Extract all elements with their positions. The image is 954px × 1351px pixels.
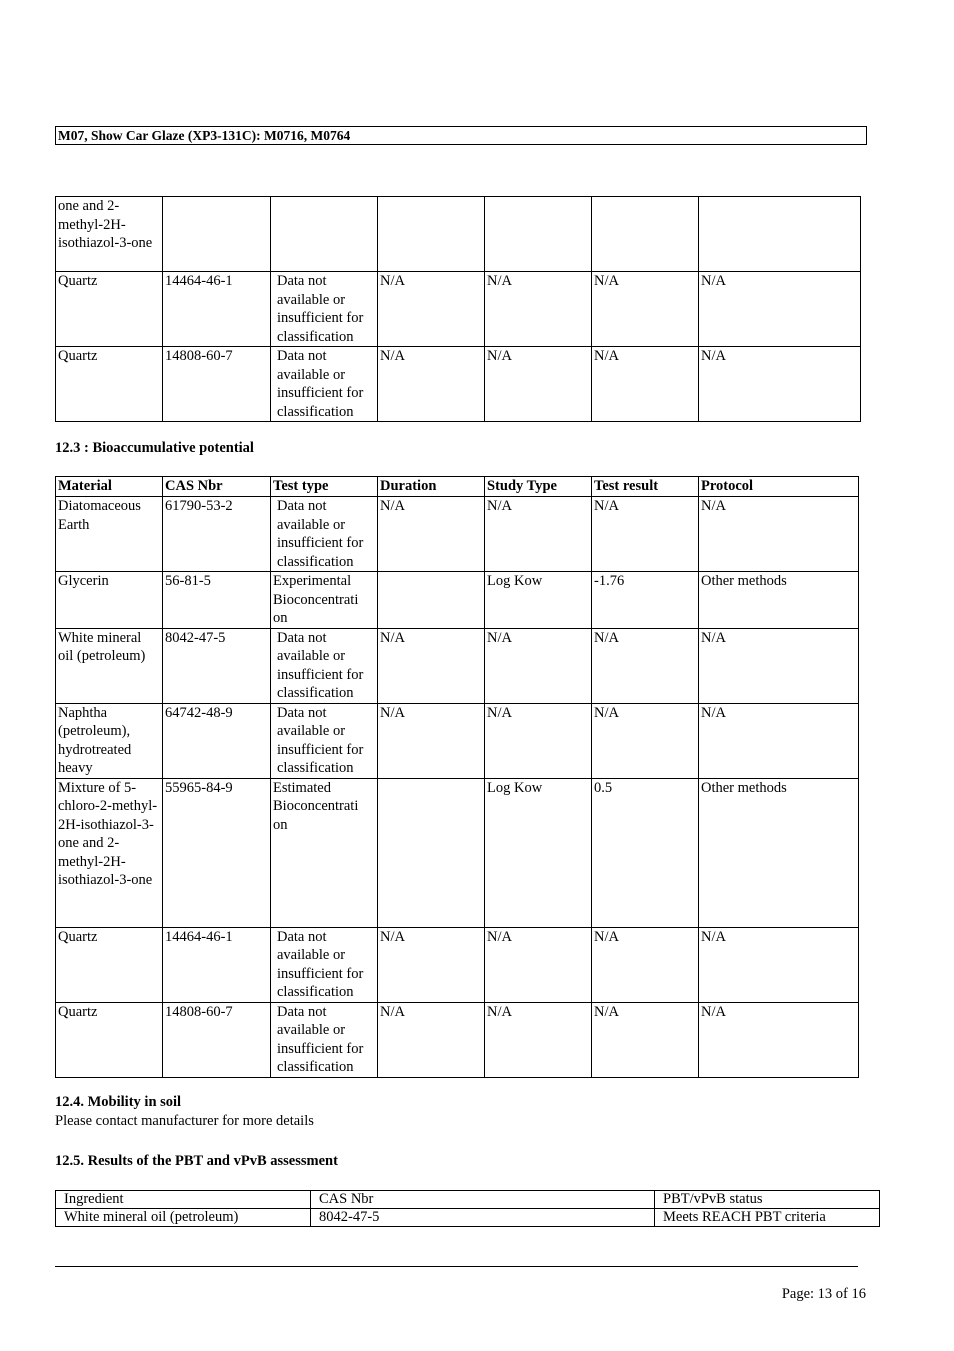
table-cell: 56-81-5	[163, 572, 271, 629]
table-cell	[163, 197, 271, 272]
table-cell: Data not available or insufficient for classification	[271, 497, 378, 572]
column-header: Test type	[271, 477, 378, 497]
table-cell: Data not available or insufficient for classification	[271, 628, 378, 703]
column-header: Ingredient	[56, 1191, 311, 1209]
table-cell	[485, 197, 592, 272]
table-cell: Quartz	[56, 347, 163, 422]
table-cell: N/A	[699, 497, 859, 572]
footer-divider	[55, 1266, 858, 1267]
table-cell: N/A	[485, 347, 592, 422]
mobility-text: Please contact manufacturer for more details	[55, 1113, 314, 1129]
column-header: Protocol	[699, 477, 859, 497]
table-cell: N/A	[592, 1002, 699, 1077]
column-header: Material	[56, 477, 163, 497]
table-cell: N/A	[485, 1002, 592, 1077]
table-cell	[271, 197, 378, 272]
table-cell	[378, 197, 485, 272]
table-cell: N/A	[485, 703, 592, 778]
table-cell: Diatomaceous Earth	[56, 497, 163, 572]
table-cell: N/A	[699, 272, 861, 347]
table-cell: Estimated Bioconcentrati on	[271, 778, 378, 927]
table-cell: N/A	[592, 703, 699, 778]
table-cell: Quartz	[56, 927, 163, 1002]
table-row	[56, 628, 859, 703]
table-row	[56, 572, 859, 629]
column-header: CAS Nbr	[163, 477, 271, 497]
table-cell: -1.76	[592, 572, 699, 629]
table-header-row	[56, 1191, 880, 1209]
table-cell: Glycerin	[56, 572, 163, 629]
table-cell: Data not available or insufficient for classification	[271, 347, 378, 422]
table-cell	[378, 572, 485, 629]
table-cell: Experimental Bioconcentrati on	[271, 572, 378, 629]
table-cell: Other methods	[699, 572, 859, 629]
table-cell: Quartz	[56, 1002, 163, 1077]
table-cell: N/A	[378, 927, 485, 1002]
column-header: Duration	[378, 477, 485, 497]
table-cell: 14464-46-1	[163, 272, 271, 347]
section-heading-pbt: 12.5. Results of the PBT and vPvB assessment	[55, 1153, 338, 1169]
table-cell: N/A	[592, 628, 699, 703]
table-row	[56, 347, 861, 422]
table-cell: Quartz	[56, 272, 163, 347]
table-cell: N/A	[592, 272, 699, 347]
section-heading-bioaccumulative: 12.3 : Bioaccumulative potential	[55, 440, 254, 456]
table-row	[56, 778, 859, 927]
table-cell: Data not available or insufficient for classification	[271, 272, 378, 347]
section-heading-mobility: 12.4. Mobility in soil	[55, 1094, 182, 1110]
document-header-title: M07, Show Car Glaze (XP3-131C): M0716, M0764	[55, 126, 867, 145]
table-cell: Mixture of 5-chloro-2-methyl-2H-isothiazol-3-one and 2-methyl-2H-isothiazol-3-one	[56, 778, 163, 927]
table-row	[56, 272, 861, 347]
table-cell: N/A	[592, 497, 699, 572]
table-row	[56, 1002, 859, 1077]
page-number: Page: 13 of 16	[781, 1286, 866, 1302]
table-cell: N/A	[378, 703, 485, 778]
table-cell: N/A	[378, 628, 485, 703]
table-cell: Other methods	[699, 778, 859, 927]
table-cell: N/A	[378, 1002, 485, 1077]
table-cell: Log Kow	[485, 778, 592, 927]
table-cell: 8042-47-5	[163, 628, 271, 703]
table-cell: N/A	[699, 703, 859, 778]
table-row	[56, 927, 859, 1002]
table-cell: 61790-53-2	[163, 497, 271, 572]
table-cell: one and 2-methyl-2H-isothiazol-3-one	[56, 197, 163, 272]
table-cell: Data not available or insufficient for classification	[271, 703, 378, 778]
table-row	[56, 497, 859, 572]
table-cell: N/A	[699, 628, 859, 703]
column-header: Study Type	[485, 477, 592, 497]
table-cell: White mineral oil (petroleum)	[56, 628, 163, 703]
table-cell: N/A	[378, 272, 485, 347]
table-cell	[592, 197, 699, 272]
table-cell: N/A	[378, 347, 485, 422]
table-cell: N/A	[378, 497, 485, 572]
table-cell	[699, 197, 861, 272]
table-cell: N/A	[699, 347, 861, 422]
table-row	[56, 703, 859, 778]
table-cell: 0.5	[592, 778, 699, 927]
bioaccumulative-table	[55, 476, 859, 1078]
table-cell: N/A	[592, 347, 699, 422]
column-header: CAS Nbr	[311, 1191, 655, 1209]
table-cell: Log Kow	[485, 572, 592, 629]
table-cell: N/A	[485, 927, 592, 1002]
table-cell: 14464-46-1	[163, 927, 271, 1002]
table-cell: Data not available or insufficient for classification	[271, 1002, 378, 1077]
table-cell: 14808-60-7	[163, 1002, 271, 1077]
table-cell: N/A	[699, 1002, 859, 1077]
table-row	[56, 197, 861, 272]
table-cell: 64742-48-9	[163, 703, 271, 778]
table-cell: N/A	[485, 272, 592, 347]
column-header: Test result	[592, 477, 699, 497]
table-cell: Naphtha (petroleum), hydrotreated heavy	[56, 703, 163, 778]
table-cell: N/A	[592, 927, 699, 1002]
table-cell: Data not available or insufficient for classification	[271, 927, 378, 1002]
table-cell: 8042-47-5	[311, 1209, 655, 1227]
table-cell: 14808-60-7	[163, 347, 271, 422]
table-header-row	[56, 477, 859, 497]
table-cell: 55965-84-9	[163, 778, 271, 927]
table-cell: N/A	[485, 628, 592, 703]
pbt-table	[55, 1190, 880, 1227]
table-cell: N/A	[485, 497, 592, 572]
column-header: PBT/vPvB status	[655, 1191, 880, 1209]
table-cell: N/A	[699, 927, 859, 1002]
table-cell: White mineral oil (petroleum)	[56, 1209, 311, 1227]
table-row	[56, 1209, 880, 1227]
table-cell	[378, 778, 485, 927]
continued-ecotox-table	[55, 196, 861, 422]
table-cell: Meets REACH PBT criteria	[655, 1209, 880, 1227]
